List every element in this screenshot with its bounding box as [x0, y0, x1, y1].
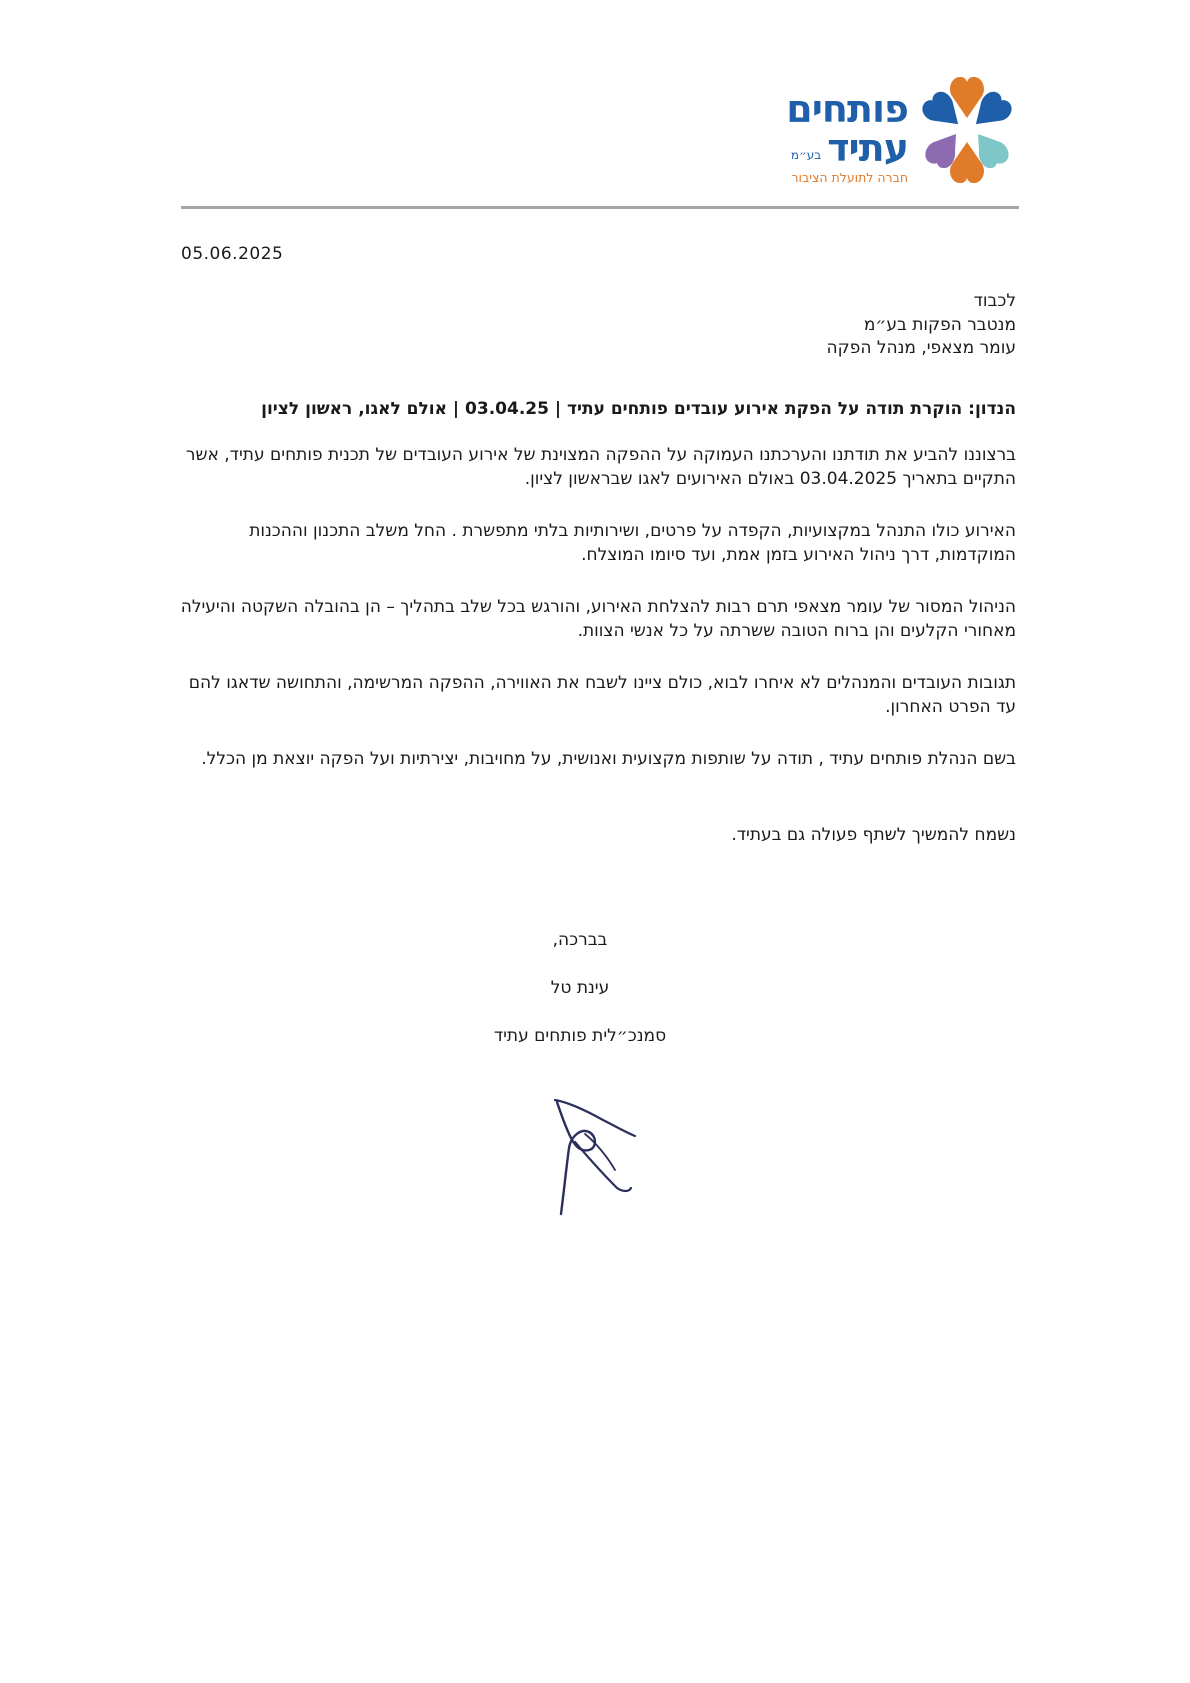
- heart-top-icon: [950, 77, 984, 118]
- body-paragraph: נשמח להמשיך לשתף פעולה גם בעתיד.: [731, 825, 1016, 845]
- body-paragraph: ברצוננו להביע את תודתנו והערכתנו העמוקה על ההפקה המצוינת של אירוע העובדים של תכנית פותחים עתיד, אשר התקיים בתאריך 03.04.2025 באולם האירועים לאגו שבראשון לציון.: [185, 445, 1016, 489]
- letter-date: 05.06.2025: [181, 244, 284, 264]
- heart-bottom-left-icon: [925, 134, 956, 168]
- body-paragraph: תגובות העובדים והמנהלים לא איחרו לבוא, כולם ציינו לשבח את האווירה, ההפקה המרשימה, והתחושה שדאגו להם עד הפרט האחרון.: [188, 673, 1016, 717]
- logo-suffix: בע״מ: [790, 148, 822, 162]
- handwritten-signature: [545, 1092, 655, 1222]
- signer-name: עינת טל: [550, 978, 610, 998]
- logo-name-line1: פותחים: [786, 87, 908, 131]
- company-logo: [768, 70, 1020, 190]
- header-divider: [181, 206, 1019, 209]
- body-paragraph: הניהול המסור של עומר מצאפי תרם רבות להצלחת האירוע, והורגש בכל שלב בתהליך – הן בהובלה השקטה והיעילה מאחורי הקלעים והן ברוח הטובה ששרתה על כל אנשי הצוות.: [180, 597, 1016, 641]
- letter-subject: הנדון: הוקרת תודה על הפקת אירוע עובדים פותחים עתיד | 03.04.25 | אולם לאגו, ראשון לציון: [261, 399, 1016, 419]
- logo-name-line2: עתיד: [827, 126, 908, 170]
- star-of-hearts-icon: [914, 70, 1020, 188]
- logo-wordmark: [748, 87, 908, 186]
- recipient-company: מנטבר הפקות בע״מ: [863, 314, 1016, 335]
- body-paragraph: האירוע כולו התנהל במקצועיות, הקפדה על פרטים, ושירותיות בלתי מתפשרת . החל משלב התכנון וההכנות המוקדמות, דרך ניהול האירוע בזמן אמת, ועד סיומו המוצלח.: [249, 521, 1016, 565]
- closing-greeting: בברכה,: [552, 930, 608, 950]
- heart-bottom-right-icon: [978, 134, 1009, 168]
- recipient-person: עומר מצאפי, מנהל הפקה: [826, 338, 1016, 358]
- body-paragraph: בשם הנהלת פותחים עתיד , תודה על שותפות מקצועית ואנושית, על מחויבות, יצירתיות ועל הפקה יוצאת מן הכלל.: [201, 749, 1016, 769]
- recipient-salutation: לכבוד: [973, 291, 1016, 311]
- logo-name-line2-row: [748, 128, 908, 168]
- recipient-block: [176, 290, 1016, 361]
- signer-title: סמנכ״לית פותחים עתיד: [493, 1026, 667, 1046]
- logo-tagline: חברה לתועלת הציבור: [791, 170, 908, 185]
